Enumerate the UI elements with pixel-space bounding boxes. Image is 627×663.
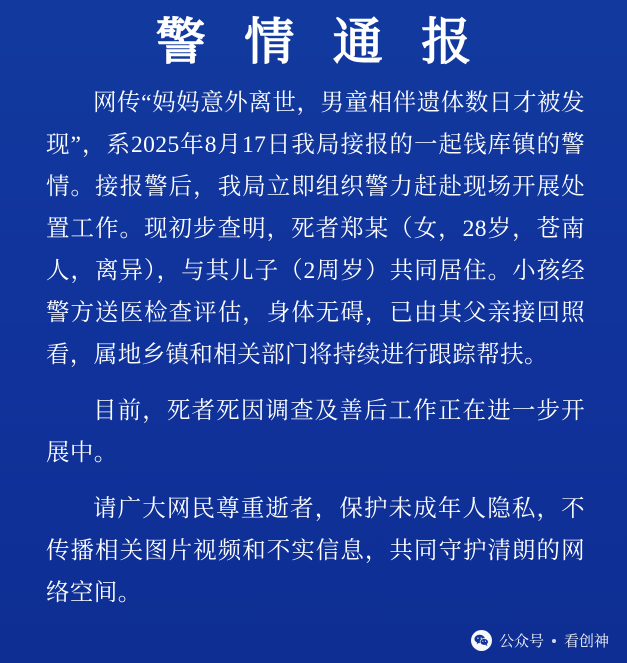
paragraph-2: 目前，死者死因调查及善后工作正在进一步开展中。	[46, 397, 585, 466]
paragraph-1: 网传“妈妈意外离世，男童相伴遗体数日才被发现”，系2025年8月17日我局接报的一起钱库镇的警情。接报警后，我局立即组织警力赶赴现场开展处置工作。现初步查明，死者郑某（女，28岁，苍南人，离异），与其儿子（2周岁）共同居住。小孩经警方送医检查评估，身体无碍，已由其父亲接回照看，属地乡镇和相关部门将持续进行跟踪帮扶。	[46, 89, 585, 368]
footer-account-label: 公众号	[498, 633, 544, 650]
document-body	[0, 82, 627, 614]
wechat-icon	[471, 630, 492, 651]
paragraph-3: 请广大网民尊重逝者，保护未成年人隐私，不传播相关图片视频和不实信息，共同守护清朗的网络空间。	[46, 495, 585, 606]
page-title: 警 情 通 报	[155, 14, 485, 70]
footer-separator-dot	[552, 639, 556, 643]
footer-attribution	[471, 630, 609, 651]
footer-account-name: 看创神	[563, 633, 609, 650]
